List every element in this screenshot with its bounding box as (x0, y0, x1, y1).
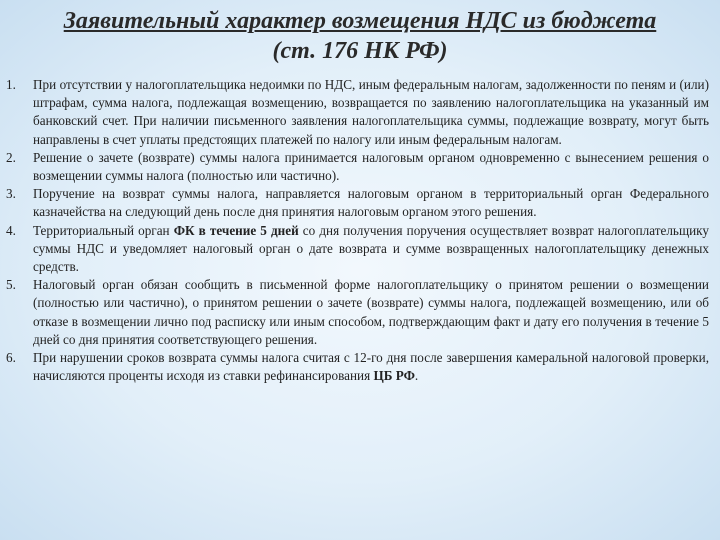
item-text: При отсутствии у налогоплательщика недоимки по НДС, иным федеральным налогам, задолженности по пеням и (или) штрафам, сумма налога, подлежащая возмещению, возвращается по заявлению налогоплательщика на указанный им банковский счет. При наличии письменного заявления налогоплательщика суммы, подлежащие возврату, могут быть направлены в счет уплаты предстоящих платежей по налогу или иным федеральным налогам. (33, 77, 709, 147)
item-text-end: со дня получения поручения осуществляет возврат налогоплательщику суммы НДС и уведомляет налоговый орган о дате возврата и сумме возвращенных налогоплательщику денежных средств. (33, 222, 709, 275)
item-number: 6. (6, 350, 16, 366)
list-item-3 (6, 185, 709, 221)
list-item-1 (6, 76, 709, 149)
item-number: 3. (6, 186, 16, 202)
item-number: 4. (6, 222, 16, 238)
item-text-end: . (414, 368, 419, 384)
slide-title (0, 6, 720, 66)
item-text: Решение о зачете (возврате) суммы налога принимается налоговым органом одновременно с вынесением решения о возмещении суммы налога (полностью или частично). (33, 149, 709, 184)
list-item-5 (6, 276, 709, 349)
item-text-start: При нарушении сроков возврата суммы налога считая с 12-го дня после завершения камеральной налоговой проверки, начисляются проценты исходя из ставки рефинансирования (33, 350, 709, 384)
item-emphasis: ЦБ РФ (373, 368, 415, 384)
item-text: Поручение на возврат суммы налога, направляется налоговым органом в территориальный орган Федерального казначейства на следующий день после дня принятия налоговым органом этого решения. (33, 186, 709, 220)
list-item-2 (6, 149, 709, 185)
title-line-1: Заявительный характер возмещения НДС из бюджета (63, 8, 657, 34)
list-item-4 (6, 222, 709, 277)
item-number: 2. (6, 149, 16, 165)
item-number: 1. (6, 77, 16, 92)
item-emphasis: ФК в течение 5 дней (173, 222, 299, 238)
numbered-list (6, 76, 709, 385)
item-text-start: Территориальный орган (33, 222, 174, 238)
list-item-6 (6, 349, 709, 385)
item-text: Налоговый орган обязан сообщить в письменной форме налогоплательщику о принятом решении о возмещении (полностью или частично), о принятом решении о зачете (возврате) суммы налога, подлежащей возмещению, или об отказе в возмещении лично под расписку или иным способом, подтверждающим факт и дату его получения в течение 5 дней со дня принятия соответствующего решения. (33, 277, 709, 347)
title-line-2: (ст. 176 НК РФ) (272, 38, 448, 64)
item-number: 5. (6, 277, 16, 293)
